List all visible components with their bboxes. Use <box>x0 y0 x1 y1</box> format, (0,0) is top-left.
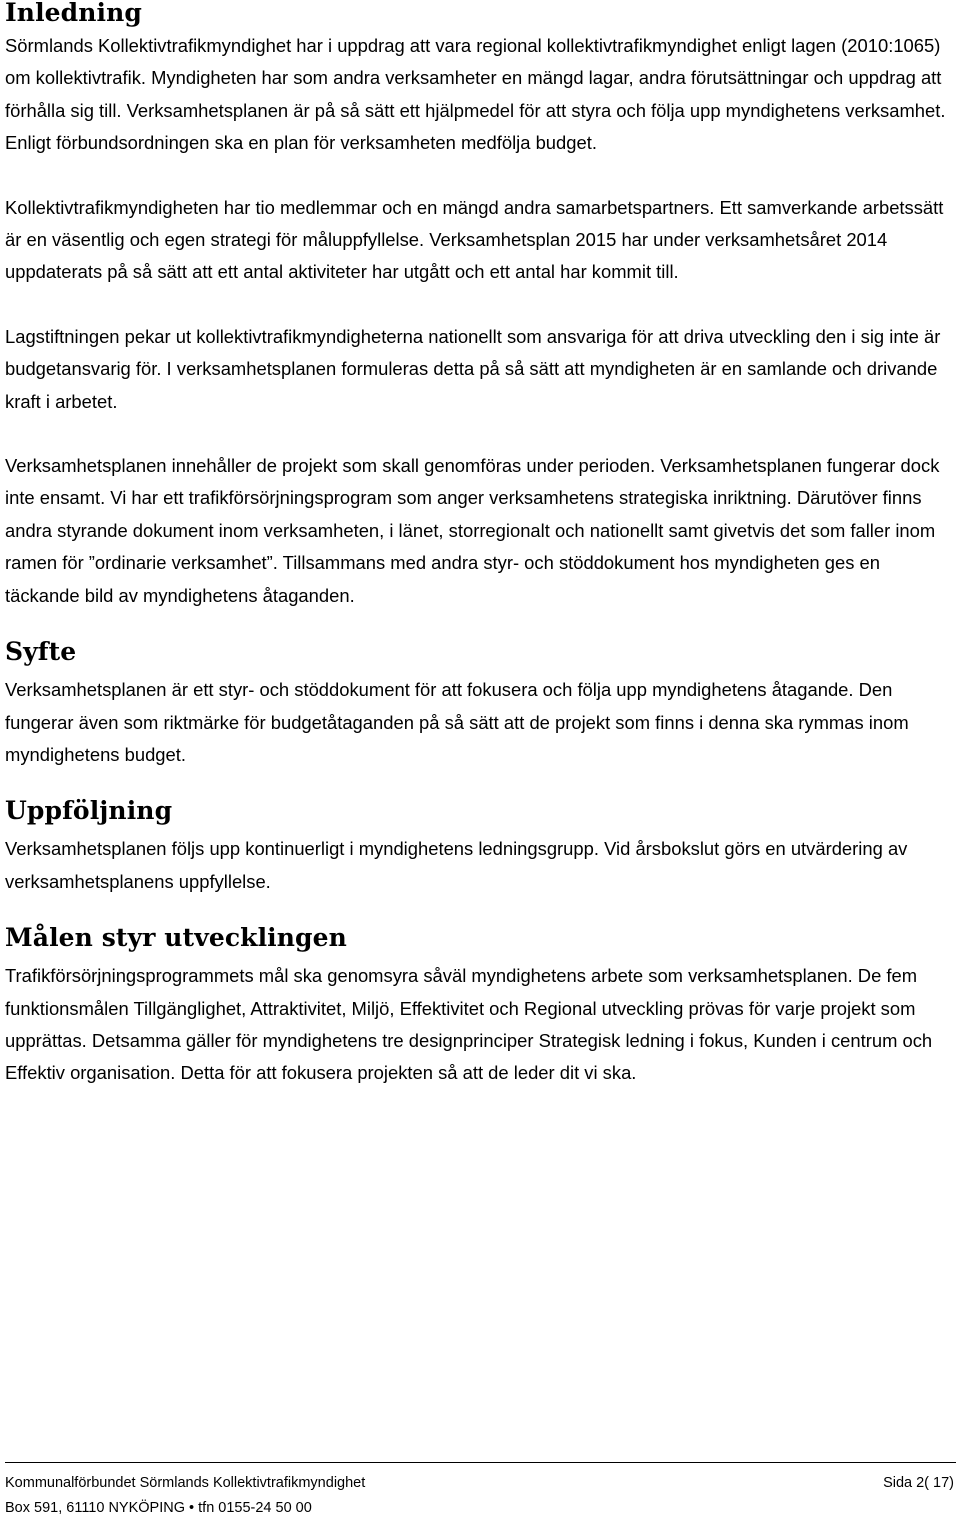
document-page <box>5 0 957 1090</box>
paragraph-syfte: Verksamhetsplanen är ett styr- och stöddokument för att fokusera och följa upp myndighetens åtagande. Den fungerar även som riktmärke för budgetåtaganden på så sätt att de projekt som finns i denna ska rymmas inom myndighetens budget. <box>5 679 909 765</box>
paragraph-inledning-1: Sörmlands Kollektivtrafikmyndighet har i uppdrag att vara regional kollektivtrafikmyndighet enligt lagen (2010:1065) om kollektivtrafik. Myndigheten har som andra verksamheter en mängd lagar, andra förutsättningar och uppdrag att förhålla sig till. Verksamhetsplanen är på så sätt ett hjälpmedel för att styra och följa upp myndighetens verksamhet. Enligt förbundsordningen ska en plan för verksamheten medfölja budget. <box>5 35 946 154</box>
footer-page-number: Sida 2( 17) <box>883 1475 954 1491</box>
paragraph-uppfoljning: Verksamhetsplanen följs upp kontinuerligt i myndighetens ledningsgrupp. Vid årsbokslut görs en utvärdering av verksamhetsplanens uppfyllelse. <box>5 838 908 892</box>
footer-organization: Kommunalförbundet Sörmlands Kollektivtrafikmyndighet <box>5 1475 366 1491</box>
paragraph-malen: Trafikförsörjningsprogrammets mål ska genomsyra såväl myndighetens arbete som verksamhetsplanen. De fem funktionsmålen Tillgänglighet, Attraktivitet, Miljö, Effektivitet och Regional utveckling prövas för varje projekt som upprättas. Detsamma gäller för myndighetens tre designprinciper Strategisk ledning i fokus, Kunden i centrum och Effektiv organisation. Detta för att fokusera projekten så att de leder dit vi ska. <box>5 965 933 1084</box>
heading-uppfoljning: Uppföljning <box>5 796 173 826</box>
footer-address: Box 591, 61110 NYKÖPING • tfn 0155-24 50 00 <box>5 1500 312 1516</box>
heading-inledning: Inledning <box>5 0 142 27</box>
heading-malen: Målen styr utvecklingen <box>5 923 347 953</box>
paragraph-inledning-3: Lagstiftningen pekar ut kollektivtrafikmyndigheterna nationellt som ansvariga för att driva utveckling den i sig inte är budgetansvarig för. I verksamhetsplanen formuleras detta på så sätt att myndigheten är en samlande och drivande kraft i arbetet. <box>5 325 941 412</box>
heading-syfte: Syfte <box>5 637 77 667</box>
paragraph-inledning-2: Kollektivtrafikmyndigheten har tio medlemmar och en mängd andra samarbetspartners. Ett samverkande arbetssätt är en väsentlig och egen strategi för måluppfyllelse. Verksamhetsplan 2015 har under verksamhetsåret 2014 uppdaterats på så sätt att ett antal aktiviteter har utgått och ett antal har kommit till. <box>5 196 944 283</box>
page-footer <box>5 1462 956 1518</box>
paragraph-inledning-4: Verksamhetsplanen innehåller de projekt som skall genomföras under perioden. Verksamhetsplanen fungerar dock inte ensamt. Vi har ett trafikförsörjningsprogram som anger verksamhetens strategiska inriktning. Därutöver finns andra styrande dokument inom verksamheten, i länet, storregionalt och nationellt samt givetvis det som faller inom ramen för ”ordinarie verksamhet”. Tillsammans med andra styr- och stöddokument hos myndigheten ges en täckande bild av myndighetens åtaganden. <box>5 455 940 606</box>
